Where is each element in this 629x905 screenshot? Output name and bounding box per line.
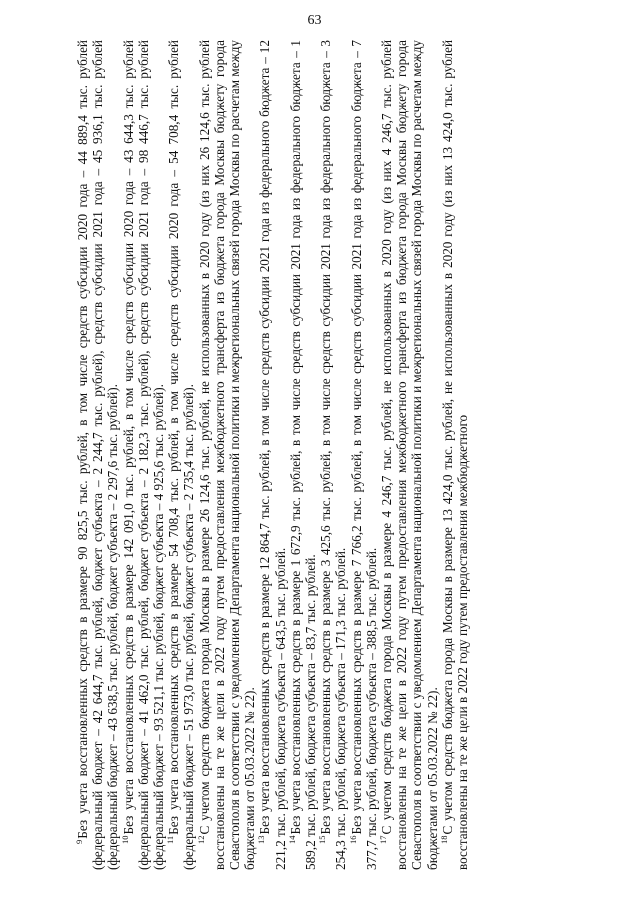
footnote-text: Без учета восстановленных средств в размере 90 825,5 тыс. рублей, в том числе средств субсидии 2020 года – 44 889,4 тыс. рублей (федеральный бюджет – 42 644,7 тыс. рублей, бюджет субъекта – 2 244,7 тыс. рублей), средств субсидии 2021 года – 45 936,1 тыс. рублей (федеральный бюджет – 43 638,5 тыс. рублей, бюджет субъекта – 2 297,6 тыс. рублей). [75, 40, 121, 870]
footnote-marker: 12 [195, 835, 206, 844]
footnote-12 [197, 40, 258, 870]
footnote-text: С учетом средств бюджета города Москвы в размере 4 246,7 тыс. рублей, не использованных в 2020 году (из них 4 246,7 тыс. рублей восстановлены на те же цели в 2022 году путем предоставления межбюджетного трансферта из бюджета города Москвы бюджету города Севастополя в соответствии с уведомлением Департамента национальной политики и межрегиональных связей города Москвы по расчетам между бюджетами от 05.03.2022 № 22). [379, 40, 440, 870]
footnote-11 [166, 40, 196, 870]
footnote-text: С учетом средств бюджета города Москвы в размере 26 124,6 тыс. рублей, не использованных в 2020 году (из них 26 124,6 тыс. рублей восстановлены на те же цели в 2022 году путем предоставления межбюджетного трансферта из бюджета города Москвы бюджету города Севастополя в соответствии с уведомлением Департамента национальной политики и межрегиональных связей города Москвы по расчетам между бюджетами от 05.03.2022 № 22). [196, 40, 258, 870]
footnote-17 [379, 40, 440, 870]
footnote-9 [75, 40, 121, 870]
footnote-16 [349, 40, 379, 870]
footnote-18 [440, 40, 470, 870]
footnote-15 [318, 40, 348, 870]
footnote-text: Без учета восстановленных средств в размере 142 091,0 тыс. рублей, в том числе средств субсидии 2020 года – 43 644,3 тыс. рублей (федеральный бюджет – 41 462,0 тыс. рублей, бюджет субъекта – 2 182,3 тыс. рублей), средств субсидии 2021 года – 98 446,7 тыс. рублей (федеральный бюджет – 93 521,1 тыс. рублей, бюджет субъекта – 4 925,6 тыс. рублей). [120, 40, 167, 870]
footnote-marker: 11 [165, 835, 176, 844]
footnote-text: С учетом средств бюджета города Москвы в размере 13 424,0 тыс. рублей, не использованных в 2020 году (из них 13 424,0 тыс. рублей восстановлены на те же цели в 2022 году путем предоставления межбюджетного [439, 40, 471, 870]
footnote-marker: 13 [256, 835, 267, 844]
footnote-marker: 14 [286, 835, 297, 844]
page-number: 63 [307, 13, 322, 28]
footnote-marker: 18 [438, 835, 449, 844]
footnote-text: Без учета восстановленных средств в размере 54 708,4 тыс. рублей, в том числе средств субсидии 2020 года – 54 708,4 тыс. рублей (федеральный бюджет – 51 973,0 тыс. рублей, бюджет субъекта – 2 735,4 тыс. рублей). [166, 40, 197, 870]
footnote-text: Без учета восстановленных средств в размере 7 766,2 тыс. рублей, в том числе средств субсидии 2021 года из федерального бюджета – 7 377,7 тыс. рублей, бюджета субъекта – 388,5 тыс. рублей. [348, 40, 379, 870]
footnote-13 [257, 40, 287, 870]
footnote-marker: 10 [119, 835, 130, 844]
footnote-text: Без учета восстановленных средств в размере 1 672,9 тыс. рублей, в том числе средств субсидии 2021 года из федерального бюджета – 1 589,2 тыс. рублей, бюджета субъекта – 83,7 тыс. рублей. [287, 40, 319, 870]
footnote-text: Без учета восстановленных средств в размере 12 864,7 тыс. рублей, в том числе средств субсидии 2021 года из федерального бюджета – 12 221,2 тыс. рублей, бюджета субъекта – 643,5 тыс. рублей. [257, 40, 288, 870]
footnote-text: Без учета восстановленных средств в размере 3 425,6 тыс. рублей, в том числе средств субсидии 2021 года из федерального бюджета – 3 254,3 тыс. рублей, бюджета субъекта – 171,3 тыс. рублей. [318, 40, 349, 870]
footnote-marker: 9 [74, 839, 84, 844]
footnote-marker: 15 [317, 835, 328, 844]
footnote-14 [288, 40, 318, 870]
footnote-marker: 17 [378, 835, 389, 844]
footnote-10 [121, 40, 167, 870]
footnote-marker: 16 [347, 835, 358, 844]
footnotes-block [75, 40, 595, 870]
